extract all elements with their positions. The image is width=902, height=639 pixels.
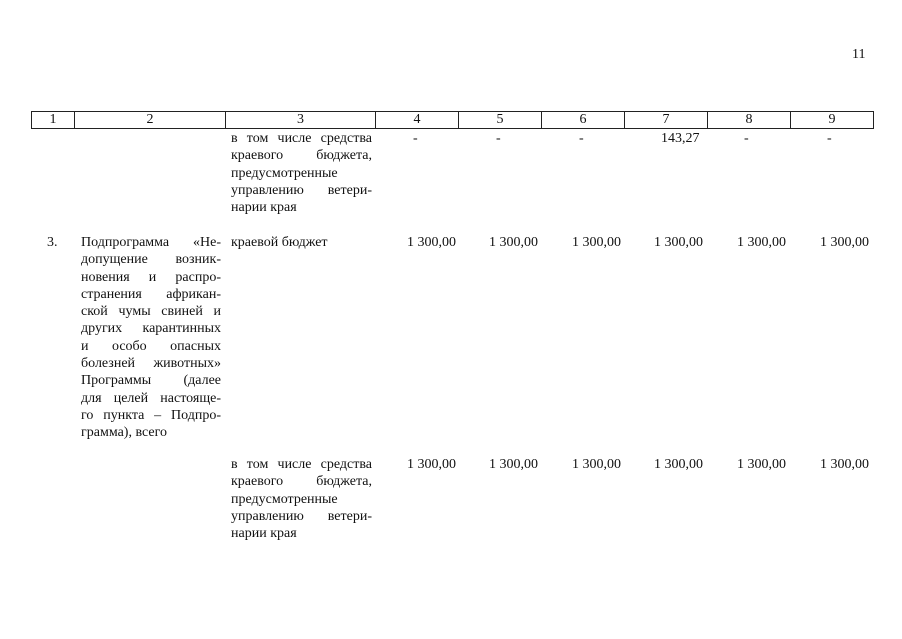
row-b-col2-line-6: других карантинных — [81, 321, 221, 337]
row-b-number: 3. — [47, 235, 58, 250]
row-c-col9: 1 300,00 — [820, 457, 869, 472]
row-a-funding-source — [231, 130, 372, 216]
row-c-col8: 1 300,00 — [737, 457, 786, 472]
column-header-3: 3 — [226, 112, 376, 129]
row-b-col2-line-7: и особо опасных — [81, 338, 221, 354]
column-header-1: 1 — [32, 112, 75, 129]
row-a-col3-line-3: предусмотренные — [231, 165, 338, 181]
row-b-col2-line-8: болезней животных» — [81, 356, 221, 372]
row-a-col5: - — [496, 131, 501, 146]
row-c-col3-line-4: управлению ветери- — [231, 508, 372, 524]
row-c-funding-source — [231, 456, 372, 542]
column-header-6: 6 — [542, 112, 625, 129]
column-header-4: 4 — [376, 112, 459, 129]
row-c-col3-line-2: краевого бюджета, — [231, 474, 372, 490]
row-b-col8: 1 300,00 — [737, 235, 786, 250]
column-header-5: 5 — [459, 112, 542, 129]
row-c-col3-line-5: нарии края — [231, 526, 297, 542]
row-b-col9: 1 300,00 — [820, 235, 869, 250]
row-c-col3-line-3: предусмотренные — [231, 491, 338, 507]
page-number: 11 — [852, 47, 866, 62]
row-b-col2-line-10: для целей настояще- — [81, 390, 221, 406]
row-a-col3-line-1: в том числе средства — [231, 131, 372, 146]
row-a-col3-line-2: краевого бюджета, — [231, 148, 372, 164]
row-b-col4: 1 300,00 — [407, 235, 456, 250]
row-a-col8: - — [744, 131, 749, 146]
row-c-col4: 1 300,00 — [407, 457, 456, 472]
row-b-funding-source: краевой бюджет — [231, 235, 328, 250]
row-b-col2-line-12: грамма), всего — [81, 425, 167, 441]
row-a-col3-line-5: нарии края — [231, 200, 297, 216]
row-b-col2-line-5: ской чумы свиней и — [81, 304, 221, 320]
row-c-col5: 1 300,00 — [489, 457, 538, 472]
row-b-col6: 1 300,00 — [572, 235, 621, 250]
row-a-col9: - — [827, 131, 832, 146]
row-c-col6: 1 300,00 — [572, 457, 621, 472]
row-b-col2-line-3: новения и распро- — [81, 269, 221, 285]
row-a-col6: - — [579, 131, 584, 146]
row-b-col2-line-9: Программы (далее — [81, 373, 221, 389]
row-a-col4: - — [413, 131, 418, 146]
row-b-col2-line-4: странения африкан- — [81, 286, 221, 302]
column-header-row — [32, 112, 874, 129]
row-b-col5: 1 300,00 — [489, 235, 538, 250]
row-c-col3-line-1: в том числе средства — [231, 457, 372, 472]
column-header-8: 8 — [708, 112, 791, 129]
column-header-7: 7 — [625, 112, 708, 129]
row-b-col2-line-11: го пункта – Подпро- — [81, 407, 221, 423]
row-b-col7: 1 300,00 — [654, 235, 703, 250]
column-header-table — [31, 111, 874, 129]
column-header-9: 9 — [791, 112, 874, 129]
row-c-col7: 1 300,00 — [654, 457, 703, 472]
row-b-subprogram-name — [81, 234, 221, 442]
row-b-col2-line-2: допущение возник- — [81, 252, 221, 268]
row-b-col2-line-1: Подпрограмма «Не- — [81, 235, 221, 250]
row-a-col7: 143,27 — [661, 131, 700, 146]
row-a-col3-line-4: управлению ветери- — [231, 182, 372, 198]
column-header-2: 2 — [75, 112, 226, 129]
